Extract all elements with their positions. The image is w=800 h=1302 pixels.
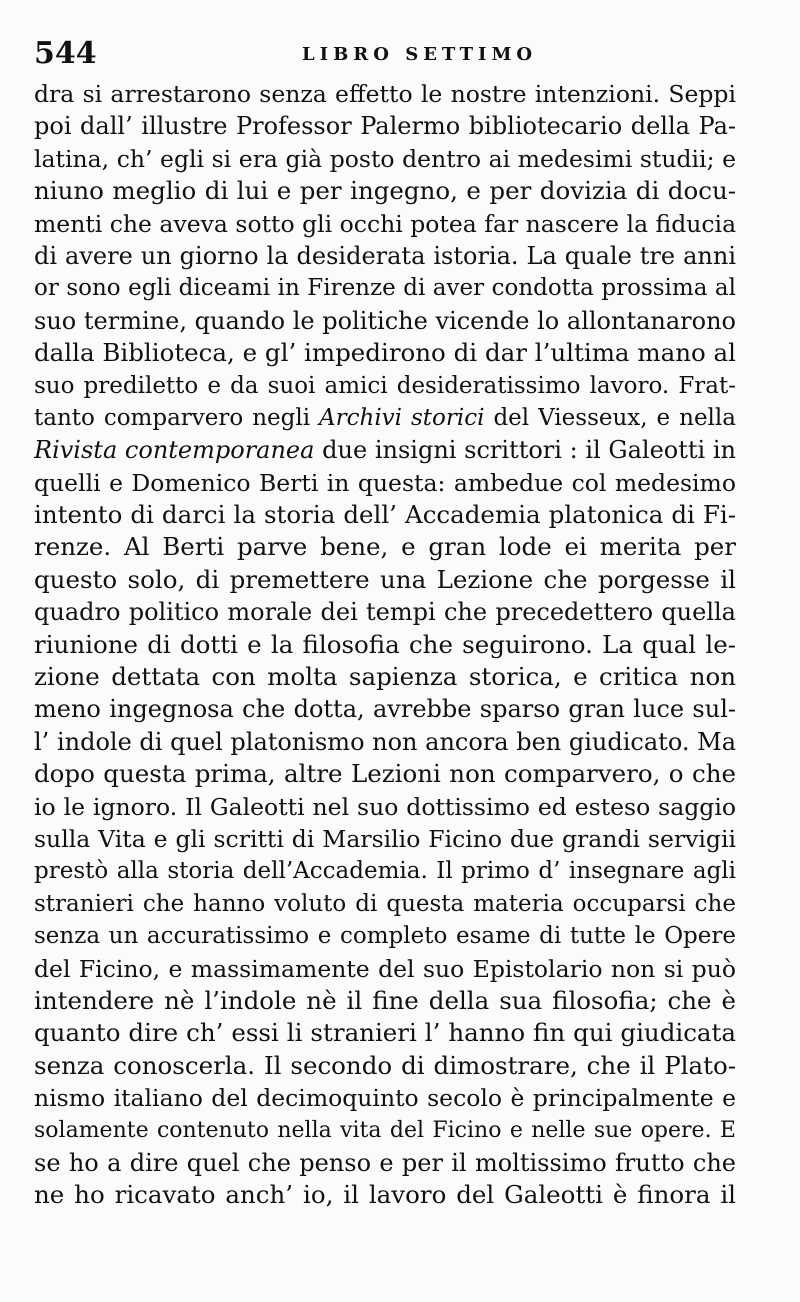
text-line: quanto dire ch’ essi li stranieri l’ hanno fin qui giudicata [34, 1018, 736, 1048]
text-line: del Ficino, e massimamente del suo Epistolario non si può [34, 954, 736, 983]
text-line: poi dall’ illustre Professor Palermo bibliotecario della Pa- [34, 112, 736, 141]
text-line: dra si arrestarono senza effetto le nostre intenzioni. Seppi [34, 80, 736, 108]
italic-title: Rivista contemporanea [34, 436, 315, 465]
text-line: intento di darci la storia dell’ Accademia platonica di Fi- [34, 500, 736, 530]
text-line: niuno meglio di lui e per ingegno, e per dovizia di docu- [34, 176, 736, 206]
text-line [34, 402, 736, 434]
text-line: l’ indole di quel platonismo non ancora ben giudicato. Ma [34, 727, 736, 756]
text-segment: tanto comparvero negli [34, 404, 320, 431]
text-line: dalla Biblioteca, e gl’ impedirono di dar l’ultima mano al [34, 338, 736, 368]
text-line: senza conoscerla. Il secondo di dimostrare, che il Plato- [34, 1050, 736, 1080]
italic-title: Archivi storici [319, 404, 485, 431]
text-line: di avere un giorno la desiderata istoria. La quale tre anni [34, 241, 736, 270]
text-line: nismo italiano del decimoquinto secolo è principalmente e [34, 1084, 736, 1113]
text-line: dopo questa prima, altre Lezioni non comparvero, o che [34, 759, 736, 789]
text-line: solamente contenuto nella vita del Ficino e nelle sue opere. E [34, 1117, 736, 1143]
text-line: menti che aveva sotto gli occhi potea far nascere la fiducia [34, 209, 736, 238]
text-line: or sono egli diceami in Firenze di aver condotta prossima al [34, 275, 736, 302]
text-line: questo solo, di premettere una Lezione che porgesse il [34, 564, 736, 594]
page-header [34, 36, 734, 76]
text-line: latina, ch’ egli si era già posto dentro ai medesimi studii; e [34, 144, 736, 173]
text-line: stranieri che hanno voluto di questa materia occuparsi che [34, 890, 736, 917]
text-line: renze. Al Berti parve bene, e gran lode ei merita per [34, 532, 736, 562]
text-line: quelli e Domenico Berti in questa: ambedue col medesimo [34, 468, 736, 497]
body-text [34, 78, 736, 1212]
text-segment: due insigni scrittori : il Galeotti in [314, 436, 736, 465]
text-line: sulla Vita e gli scritti di Marsilio Ficino due grandi servigii [34, 824, 736, 853]
page-number: 544 [34, 36, 97, 71]
running-head: LIBRO SETTIMO [302, 44, 538, 65]
text-line: io le ignoro. Il Galeotti nel suo dottissimo ed esteso saggio [34, 792, 736, 821]
text-line: quadro politico morale dei tempi che precedettero quella [34, 598, 736, 627]
text-line: suo termine, quando le politiche vicende lo allontanarono [34, 306, 736, 335]
text-segment: del Viesseux, e nella [484, 404, 736, 431]
text-line: zione dettata con molta sapienza storica, e critica non [34, 662, 736, 692]
text-line: intendere nè l’indole nè il fine della sua filosofia; che è [34, 985, 736, 1015]
text-line: senza un accuratissimo e completo esame di tutte le Opere [34, 923, 736, 950]
text-line: se ho a dire quel che penso e per il moltissimo frutto che [34, 1148, 736, 1177]
text-line: prestò alla storia dell’Accademia. Il primo d’ insegnare agli [34, 858, 736, 885]
text-line: suo prediletto e da suoi amici desideratissimo lavoro. Frat- [34, 372, 736, 399]
text-line [34, 434, 736, 466]
text-line: ne ho ricavato anch’ io, il lavoro del Galeotti è finora il [34, 1180, 736, 1210]
text-line: meno ingegnosa che dotta, avrebbe sparso gran luce sul- [34, 695, 736, 724]
text-line: riunione di dotti e la filosofia che seguirono. La qual le- [34, 629, 736, 659]
